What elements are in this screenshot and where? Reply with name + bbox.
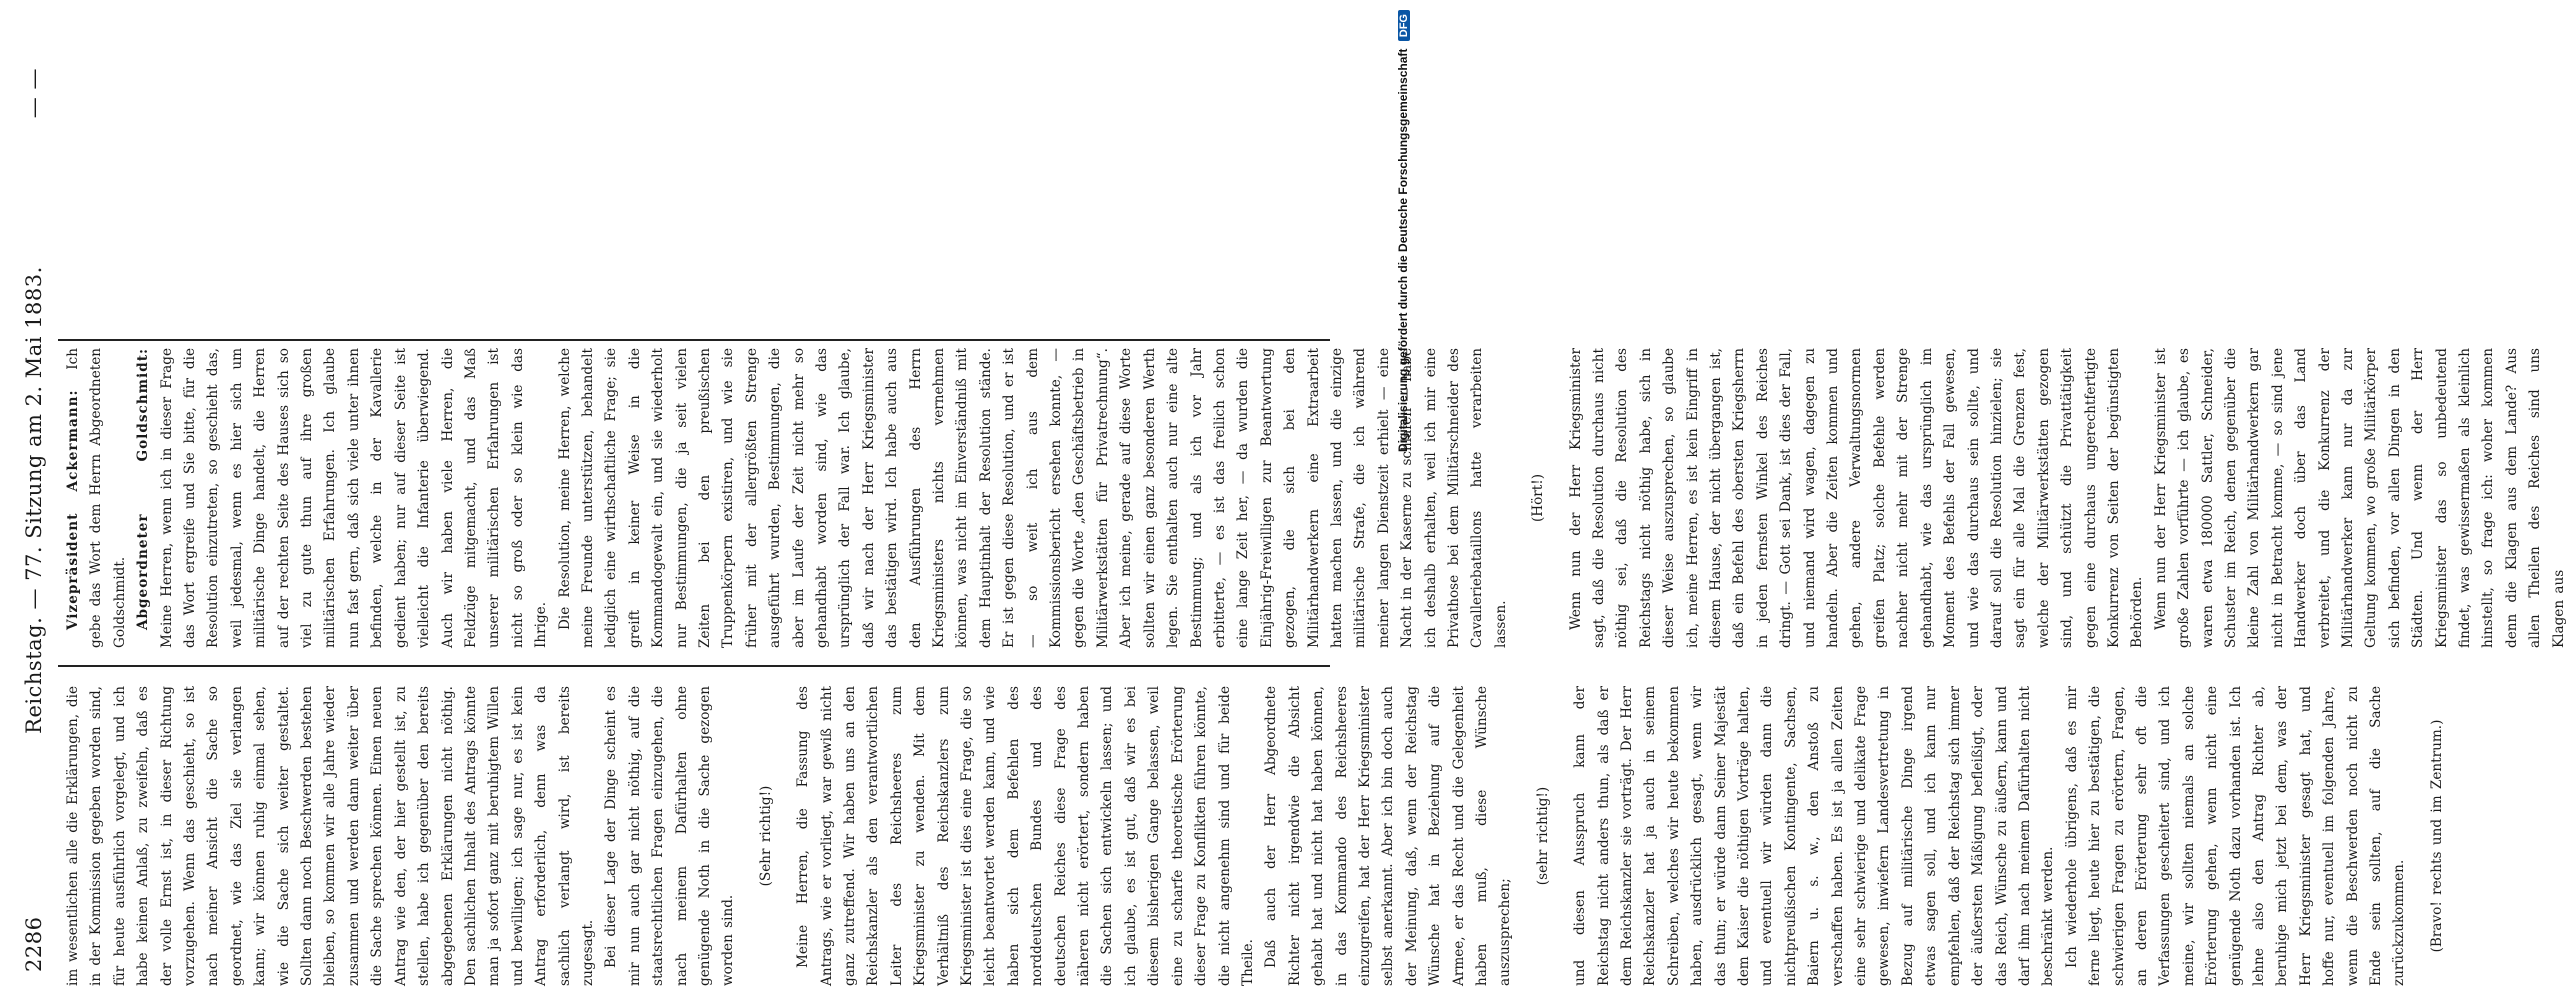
digitization-credit bbox=[1396, 0, 1410, 1000]
text-column-left bbox=[62, 686, 2445, 986]
paragraph bbox=[792, 686, 1260, 986]
paragraph bbox=[2150, 348, 2571, 648]
paragraph-text: im wesentlichen alle die Erklärungen, die in der Kommission gegeben worden sind, für heute ausführlich vorgelegt, und ich habe keinen Anlaß, zu zweifeln, daß es der volle Ernst ist, in dieser Richtung vorzugehen. Wenn das geschieht, so ist nach meiner Ansicht die Sache so geordnet, wie das Ziel sie verlangen kann; wir können ruhig einmal sehen, wie die Sache sich weiter gestaltet. Sollten dann noch Beschwerden bestehen bleiben, so kommen wir alle Jahre wieder zusammen und werden dann weiter über die Sache sprechen können. Einen neuen Antrag wie den, der hier gestellt ist, zu stellen, habe ich gegenüber den bereits abgegebenen Erklärungen nicht nöthig. Den sachlichen Inhalt des Antrags könnte man ja sofort ganz mit beruhigtem Willen und bewilligen; ich sage nur, es ist kein Antrag erforderlich, denn was da sachlich verlangt wird, ist bereits zugesagt. bbox=[65, 686, 596, 986]
paragraph-text: Daß auch der Herr Abgeordnete Richter nicht irgendwie die Absicht gehabt hat und nicht hat haben können, in das Kommando des Reichsheeres einzugreifen, hat der Herr Kriegsminister selbst anerkannt. Aber ich bin doch auch der Meinung, daß, wenn der Reichstag Wünsche hat in Beziehung auf die Armee, er das Recht und die Gelegenheit haben muß, diese Wünsche auszusprechen; bbox=[1263, 686, 1514, 986]
paragraph-text: Ich wiederhole übrigens, daß es mir ferne liegt, heute hier zu bestätigen, die schwierigen Fragen zu erörtern, Fragen, an deren Erörterung sehr oft die Verfassungen gescheitert sind, und ich meine, wir sollten niemals an solche Erörterung gehen, wenn nicht eine genügende Noth dazu vorhanden ist. Ich lehne also den Antrag Richter ab, beruhige mich jetzt bei dem, was der Herr Kriegsminister gesagt hat, und hoffe nur, eventuell im folgenden Jahre, wenn die Beschwerden noch nicht zu Ende sein sollten, auf die Sache zurückzukommen. bbox=[2063, 686, 2408, 986]
speaker-name: Abgeordneter Goldschmidt: bbox=[135, 348, 152, 630]
paragraph bbox=[600, 686, 740, 986]
text-column-middle bbox=[62, 348, 2567, 648]
paragraph-text: Ich gebe das Wort dem Herrn Abgeordneten Goldschmidt. bbox=[65, 348, 128, 648]
credit-text: Digitalisierung gefördert durch die Deutsche Forschungsgemeinschaft bbox=[1396, 48, 1410, 452]
paragraph bbox=[1260, 686, 1517, 986]
paragraph-text: Wenn nun der Herr Kriegsminister sagt, daß die Resolution durchaus nicht nöthig sei, daß die Resolution des Reichstags nicht nöthig habe, sich in dieser Weise auszusprechen, so glaube ich, meine Herren, es ist kein Eingriff in diesem Hause, der nicht übergangen ist, daß ein Befehl des obersten Kriegsherrn in jeden fernsten Winkel des Reiches dringt. — Gott sei Dank, ist dies der Fall, und niemand wird wagen, dagegen zu handeln. Aber die Zeiten kommen und gehen, andere Verwaltungsnormen greifen Platz; solche Befehle werden nachher nicht mehr mit der Strenge gehandhabt, wie das ursprünglich im Moment des Befehls der Fall gewesen, und wie das durchaus sein sollte, und darauf soll die Resolution hinzielen; sie sagt ein für alle Mal die Grenzen fest, welche der Militärwerkstätten gezogen sind, und schützt die Privattätigkeit gegen eine durchaus ungerechtfertigte Konkurrenz von Seiten der begünstigten Behörden. bbox=[1567, 348, 2146, 648]
page-number: 2286 bbox=[22, 916, 46, 972]
paragraph bbox=[1569, 686, 2061, 986]
paragraph-text: Bei dieser Lage der Dinge scheint es mir nun auch gar nicht nöthig, auf die staatsrechtlichen Fragen einzugehen, die nach meinem Dafürhalten ohne genügende Noth in die Sache gezogen worden sind. bbox=[603, 686, 737, 986]
text-column-right bbox=[62, 24, 1327, 324]
paragraph bbox=[554, 348, 1514, 648]
paragraph-text: (Hört!) bbox=[1530, 473, 1547, 523]
interjection bbox=[755, 686, 778, 986]
interjection bbox=[2426, 686, 2449, 986]
dfg-logo: DFG bbox=[1398, 10, 1410, 41]
paragraph bbox=[132, 348, 553, 648]
paragraph-text: und diesen Ausspruch kann der Reichstag nicht anders thun, als daß er dem Reichskanzler sie vorträgt. Der Herr Reichskanzler hat ja auch in seinem Schreiben, welches wir heute bekommen haben, ausdrücklich gesagt, wenn wir das thun; er würde dann Seiner Majestät dem Kaiser die nöthigen Vorträge halten, und eventuell wir würden dann die nichtpreußischen Kontingente, Sachsen, Baiern u. s. w., den Anstoß zu verschaffen haben. Es ist ja allen Zeiten eine sehr schwierige und delikate Frage gewesen, inwiefern Landesvertretung in Bezug auf militärische Dinge irgend etwas sagen soll, und ich kann nur empfehlen, daß der Reichstag sich immer der äußersten Mäßigung befleißigt, oder das Reich, Wünsche zu äußern, kann und darf ihm nach meinem Dafürhalten nicht beschränkt werden. bbox=[1572, 686, 2057, 986]
speaker-name: Vizepräsident Ackermann: bbox=[65, 389, 81, 630]
paragraph bbox=[2061, 686, 2412, 986]
paragraph bbox=[62, 686, 600, 986]
paragraph bbox=[1565, 348, 2150, 648]
interjection bbox=[1527, 348, 1550, 648]
interjection bbox=[1532, 686, 1555, 986]
running-header bbox=[14, 28, 54, 972]
header-dash: — — bbox=[22, 68, 46, 119]
paragraph-text: Wenn nun der Herr Kriegsminister ist große Zahlen vorführte — ich glaube, es waren etwa 180000 Sattler, Schneider, Schuster im Reich, denen gegenüber die kleine Zahl von Militärhandwerkern gar nicht in Betracht komme, — so sind jene Handwerker doch über das Land verbreitet, und die Konkurrenz der Militärhandwerker kann nur da zur Geltung kommen, wo große Militärkörper sich befinden, vor allen Dingen in den Städten. Und wenn der Herr Kriegsminister das so unbedeutend findet, was gewissermaßen als kleinlich hinstellt, so frage ich: woher kommen denn die Klagen aus dem Lande? Aus allen Theilen des Reiches sind uns Klagen aus bbox=[2152, 348, 2567, 648]
column-rule bbox=[58, 665, 1330, 667]
paragraph-text: (sehr richtig!) bbox=[1534, 786, 1551, 886]
paragraph-text: Meine Herren, die Fassung des Antrags, wie er vorliegt, war gewiß nicht ganz zutreffend. Wir haben uns an den Reichskanzler als den verantwortlichen Leiter des Reichsheeres zum Kriegsminister zu wenden. Mit dem Verhältniß des Reichskanzlers zum Kriegsminister ist dies eine Frage, die so leicht beantwortet werden kann, und wie haben sich dem Befehlen des norddeutschen Bundes und des deutschen Reiches diese Frage des näheren nicht erörtert, sondern haben die Sachen sich entwickeln lassen; und ich glaube, es ist gut, daß wir es bei diesem bisherigen Gange belassen, weil eine zu scharfe theoretische Erörterung dieser Frage zu Konflikten führen könnte, die nicht angenehm sind und für beide Theile. bbox=[795, 686, 1256, 986]
paragraph-text: Die Resolution, meine Herren, welche meine Freunde unterstützen, behandelt lediglich eine wirthschaftliche Frage; sie greift in keiner Weise in die Kommandogewalt ein, und sie wiederholt nur Bestimmungen, die ja seit vielen Zeiten bei den preußischen Truppenkörpern existiren, und wie sie früher mit der allergrößten Strenge ausgeführt wurden, Bestimmungen, die aber im Laufe der Zeit nicht mehr so gehandhabt worden sind, wie das ursprünglich der Fall war. Ich glaube, daß wir nach der Herr Kriegsminister das bestätigen wird. Ich habe auch aus den Ausführungen des Herrn Kriegsministers nichts vernehmen können, was nicht im Einverständniß mit dem Hauptinhalt der Resolution stände. Er ist gegen diese Resolution, und er ist — so weit ich aus dem Kommissionsbericht ersehen konnte, — gegen die Worte „den Geschäftsbetrieb in Militärwerkstätten für Privatrechnung“. Aber ich meine, gerade auf diese Worte sollten wir einen ganz besonderen Werth legen. Sie enthalten auch nur eine alte Bestimmung; und als ich vor Jahr erbitterte, — es ist das freilich schon eine lange Zeit her, — da wurden die Einjährig-Freiwilligen zur Beantwortung gezogen, die sich bei den Militärhandwerkern eine Extraarbeit hatten machen lassen, und die einzige militärische Strafe, die ich während meiner langen Dienstzeit erhielt — eine Nacht in der Kaserne zu schlafen — habe ich deshalb erhalten, weil ich mir eine Privathose bei dem Militärschneider des Cavalleriebataillons hatte verarbeiten lassen. bbox=[556, 348, 1509, 648]
paragraph-text: Meine Herren, wenn ich in dieser Frage das Wort ergreife und Sie bitte, für die Resolution einzutreten, so geschieht das, weil jedesmal, wenn es hier sich um militärische Dinge handelt, die Herren auf der rechten Seite des Hauses sich so viel zu gute thun auf ihre großen militärischen Erfahrungen. Ich glaube nun fast gern, daß sich viele unter ihnen befinden, welche in der Kavallerie gedient haben; nur auf dieser Seite ist vielleicht die Infanterie überwiegend. Auch wir haben viele Herren, die Feldzüge mitgemacht, und das Maß unserer militärischen Erfahrungen ist nicht so groß oder so klein wie das Ihrige. bbox=[158, 348, 550, 648]
column-rule bbox=[58, 339, 1330, 341]
running-title: Reichstag. — 77. Sitzung am 2. Mai 1883. bbox=[22, 266, 46, 734]
paragraph-text: (Bravo! rechts und im Zentrum.) bbox=[2428, 719, 2445, 953]
paragraph bbox=[62, 348, 132, 648]
paragraph-text: (Sehr richtig!) bbox=[757, 785, 774, 887]
